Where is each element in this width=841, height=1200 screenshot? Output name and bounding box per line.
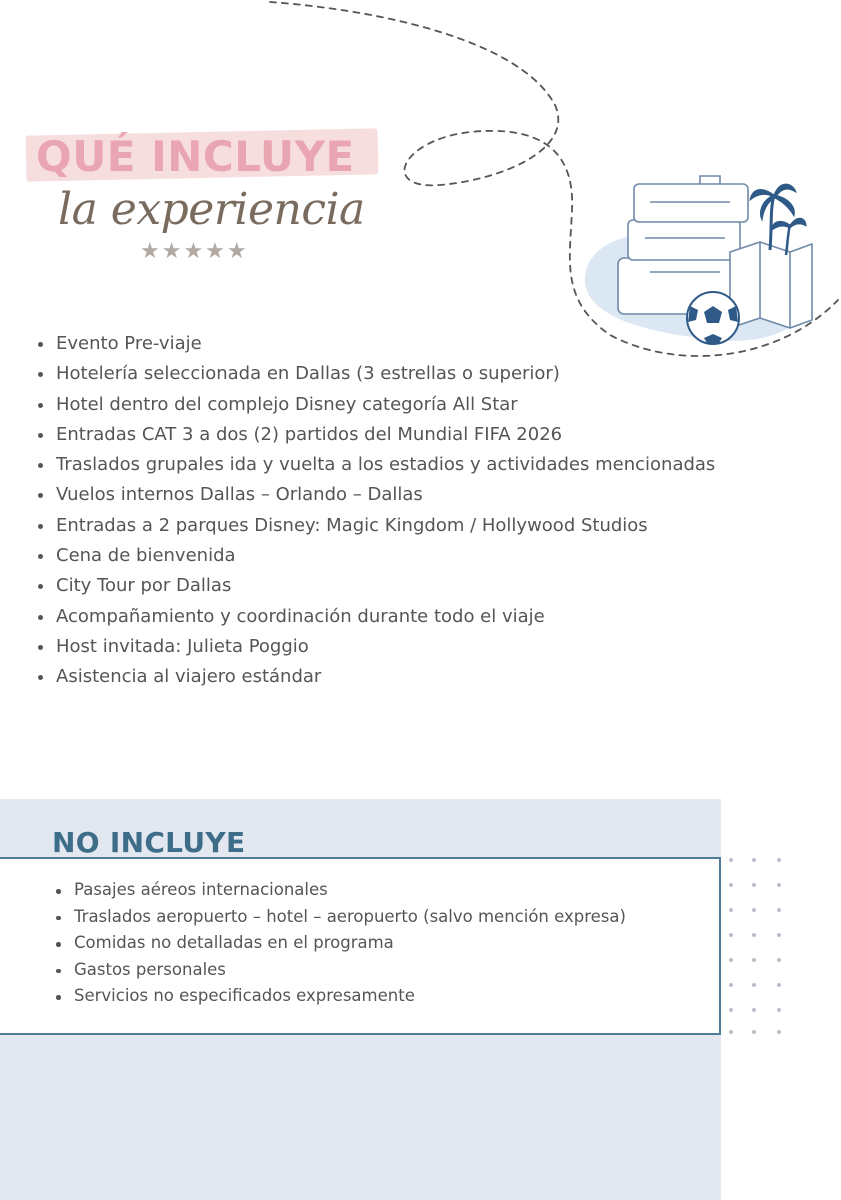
palm-tree-icon xyxy=(750,184,806,255)
page-subtitle: la experiencia xyxy=(58,184,365,235)
includes-list xyxy=(36,329,816,693)
not-included-title: NO INCLUYE xyxy=(52,826,246,859)
dot-grid-decoration xyxy=(726,852,796,1042)
list-item: Traslados grupales ida y vuelta a los estadios y actividades mencionadas xyxy=(36,450,816,480)
list-item: Hotel dentro del complejo Disney categoría All Star xyxy=(36,390,816,420)
list-item: Acompañamiento y coordinación durante todo el viaje xyxy=(36,602,816,632)
list-item: Entradas a 2 parques Disney: Magic Kingdom / Hollywood Studios xyxy=(36,511,816,541)
list-item: Gastos personales xyxy=(54,957,714,984)
title-block xyxy=(24,118,404,278)
list-item: Comidas no detalladas en el programa xyxy=(54,930,714,957)
list-item: City Tour por Dallas xyxy=(36,571,816,601)
list-item: Pasajes aéreos internacionales xyxy=(54,877,714,904)
folded-map-icon xyxy=(730,242,812,328)
suitcase-stack-icon xyxy=(618,176,748,314)
illustration-background-blob xyxy=(585,234,807,341)
list-item: Host invitada: Julieta Poggio xyxy=(36,632,816,662)
list-item: Servicios no especificados expresamente xyxy=(54,983,714,1010)
list-item: Hotelería seleccionada en Dallas (3 estrellas o superior) xyxy=(36,359,816,389)
list-item: Asistencia al viajero estándar xyxy=(36,662,816,692)
list-item: Cena de bienvenida xyxy=(36,541,816,571)
list-item: Evento Pre-viaje xyxy=(36,329,816,359)
stars-rating-icon: ★★★★★ xyxy=(140,239,249,264)
list-item: Entradas CAT 3 a dos (2) partidos del Mundial FIFA 2026 xyxy=(36,420,816,450)
list-item: Traslados aeropuerto – hotel – aeropuerto (salvo mención expresa) xyxy=(54,904,714,931)
list-item: Vuelos internos Dallas – Orlando – Dallas xyxy=(36,480,816,510)
not-included-list xyxy=(54,877,714,1010)
page-title: QUÉ INCLUYE xyxy=(36,132,355,181)
